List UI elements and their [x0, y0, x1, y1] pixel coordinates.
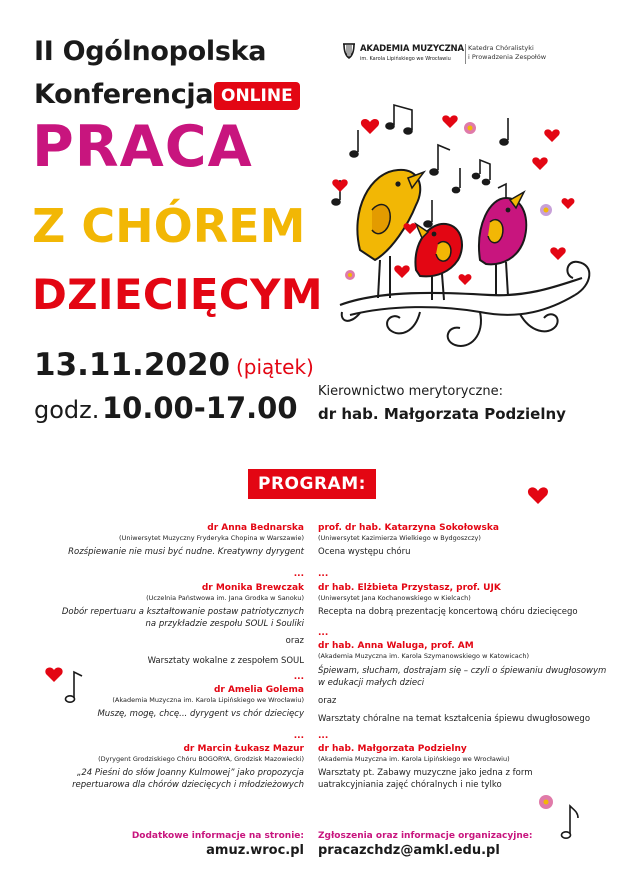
email-link[interactable]: pracazchdz@amkl.edu.pl: [318, 843, 500, 858]
talk-title: repertuarowa dla chórów dziecięcych i młodzieżowych: [72, 780, 304, 790]
program-left-2: [62, 582, 304, 667]
flower-note-decoration: [536, 792, 586, 842]
program-right-3: [318, 640, 606, 725]
speaker-institution: (Dyrygent Grodziskiego Chóru BOGORYA, Grodzisk Mazowiecki): [98, 755, 304, 763]
speaker-institution: (Akademia Muzyczna im. Karola Szymanowskiego w Katowicach): [318, 652, 530, 660]
heart-note-decoration: [44, 664, 90, 704]
program-heading: PROGRAM:: [248, 469, 376, 499]
speaker-name: dr Marcin Łukasz Mazur: [183, 744, 304, 754]
speaker-institution: (Uniwersytet Jana Kochanowskiego w Kielcach): [318, 594, 471, 602]
lyre-logo-icon: [342, 42, 356, 60]
footer-left-label: Dodatkowe informacje na stronie:: [131, 831, 304, 841]
program-oraz: oraz: [285, 636, 304, 646]
footer-right-label: Zgłoszenia oraz informacje organizacyjne:: [318, 831, 533, 841]
program-separator: ...: [293, 731, 304, 741]
program-left-1: [68, 522, 304, 558]
academy-subtitle: im. Karola Lipińskiego we Wrocławiu: [360, 56, 451, 62]
department-line-2: i Prowadzenia Zespołów: [468, 53, 547, 61]
speaker-name: dr hab. Elżbieta Przystasz, prof. UJK: [318, 583, 501, 593]
talk-title: Warsztaty pt. Zabawy muzyczne jako jedna z form: [318, 768, 533, 778]
program-separator: ...: [293, 569, 304, 579]
academy-name: AKADEMIA MUZYCZNA: [360, 44, 464, 54]
heart-icon: [528, 486, 548, 504]
birds-illustration: [320, 100, 600, 370]
event-hours: 10.00-17.00: [102, 391, 298, 425]
program-right-2: [318, 582, 578, 618]
talk-title: Warsztaty wokalne z zespołem SOUL: [147, 656, 304, 666]
event-date: 13.11.2020: [34, 347, 231, 383]
program-left-4: [72, 743, 304, 791]
speaker-institution: (Akademia Muzyczna im. Karola Lipińskiego we Wrocławiu): [112, 696, 304, 704]
title-word-1: PRACA: [32, 114, 253, 180]
department-line-1: Katedra Chóralistyki: [468, 44, 534, 52]
online-badge: ONLINE: [214, 82, 300, 110]
talk-title: na przykładzie zespołu SOUL i Souliki: [145, 619, 304, 629]
title-word-2: Z CHÓREM: [32, 199, 306, 253]
talk-title: Śpiewam, słucham, dostrajam się – czyli o śpiewaniu dwugłosowym: [318, 666, 607, 676]
website-link[interactable]: amuz.wroc.pl: [206, 843, 304, 858]
speaker-name: dr Monika Brewczak: [201, 583, 304, 593]
logo-divider: [465, 44, 466, 64]
program-separator: ...: [318, 731, 329, 741]
speaker-name: prof. dr hab. Katarzyna Sokołowska: [318, 523, 499, 533]
speaker-institution: (Uczelnia Państwowa im. Jana Grodka w Sanoku): [146, 594, 304, 602]
talk-title: Recepta na dobrą prezentację koncertową chóru dziecięcego: [318, 607, 578, 617]
speaker-institution: (Akademia Muzyczna im. Karola Lipińskiego we Wrocławiu): [318, 755, 510, 763]
footer-right: [318, 830, 532, 860]
speaker-name: dr hab. Małgorzata Podzielny: [318, 744, 467, 754]
speaker-name: dr Amelia Golema: [213, 685, 304, 695]
program-oraz: oraz: [318, 696, 337, 706]
speaker-name: dr Anna Bednarska: [207, 523, 304, 533]
program-separator: ...: [318, 569, 329, 579]
speaker-name: dr hab. Anna Waluga, prof. AM: [318, 641, 474, 651]
program-right-1: [318, 522, 499, 558]
program-separator: ...: [318, 628, 329, 638]
time-label: godz.: [34, 396, 100, 424]
footer-left: [132, 830, 304, 860]
direction-label: Kierownictwo merytoryczne:: [318, 384, 503, 399]
talk-title: w edukacji małych dzieci: [318, 678, 425, 688]
title-word-3: DZIECIĘCYM: [32, 270, 323, 319]
talk-title: Muszę, mogę, chcę... dyrygent vs chór dziecięcy: [97, 709, 304, 719]
conference-edition: II Ogólnopolska: [34, 36, 267, 67]
talk-title: Dobór repertuaru a kształtowanie postaw patriotycznych: [61, 607, 304, 617]
conference-label: Konferencja: [34, 79, 214, 110]
talk-title: uatrakcyjniania zajęć chóralnych i nie tylko: [318, 780, 502, 790]
program-separator: ...: [293, 672, 304, 682]
talk-title: „24 Pieśni do słów Joanny Kulmowej” jako propozycja: [76, 768, 304, 778]
talk-title: Rozśpiewanie nie musi być nudne. Kreatywny dyrygent: [68, 547, 304, 557]
speaker-institution: (Uniwersytet Muzyczny Fryderyka Chopina w Warszawie): [119, 534, 304, 542]
talk-title: Warsztaty chóralne na temat kształcenia śpiewu dwugłosowego: [318, 714, 591, 724]
event-weekday: (piątek): [236, 355, 314, 379]
program-right-4: [318, 743, 532, 791]
talk-title: Ocena występu chóru: [318, 547, 411, 557]
program-left-3: [97, 684, 304, 720]
direction-name: dr hab. Małgorzata Podzielny: [318, 405, 566, 423]
speaker-institution: (Uniwersytet Kazimierza Wielkiego w Bydgoszczy): [318, 534, 481, 542]
